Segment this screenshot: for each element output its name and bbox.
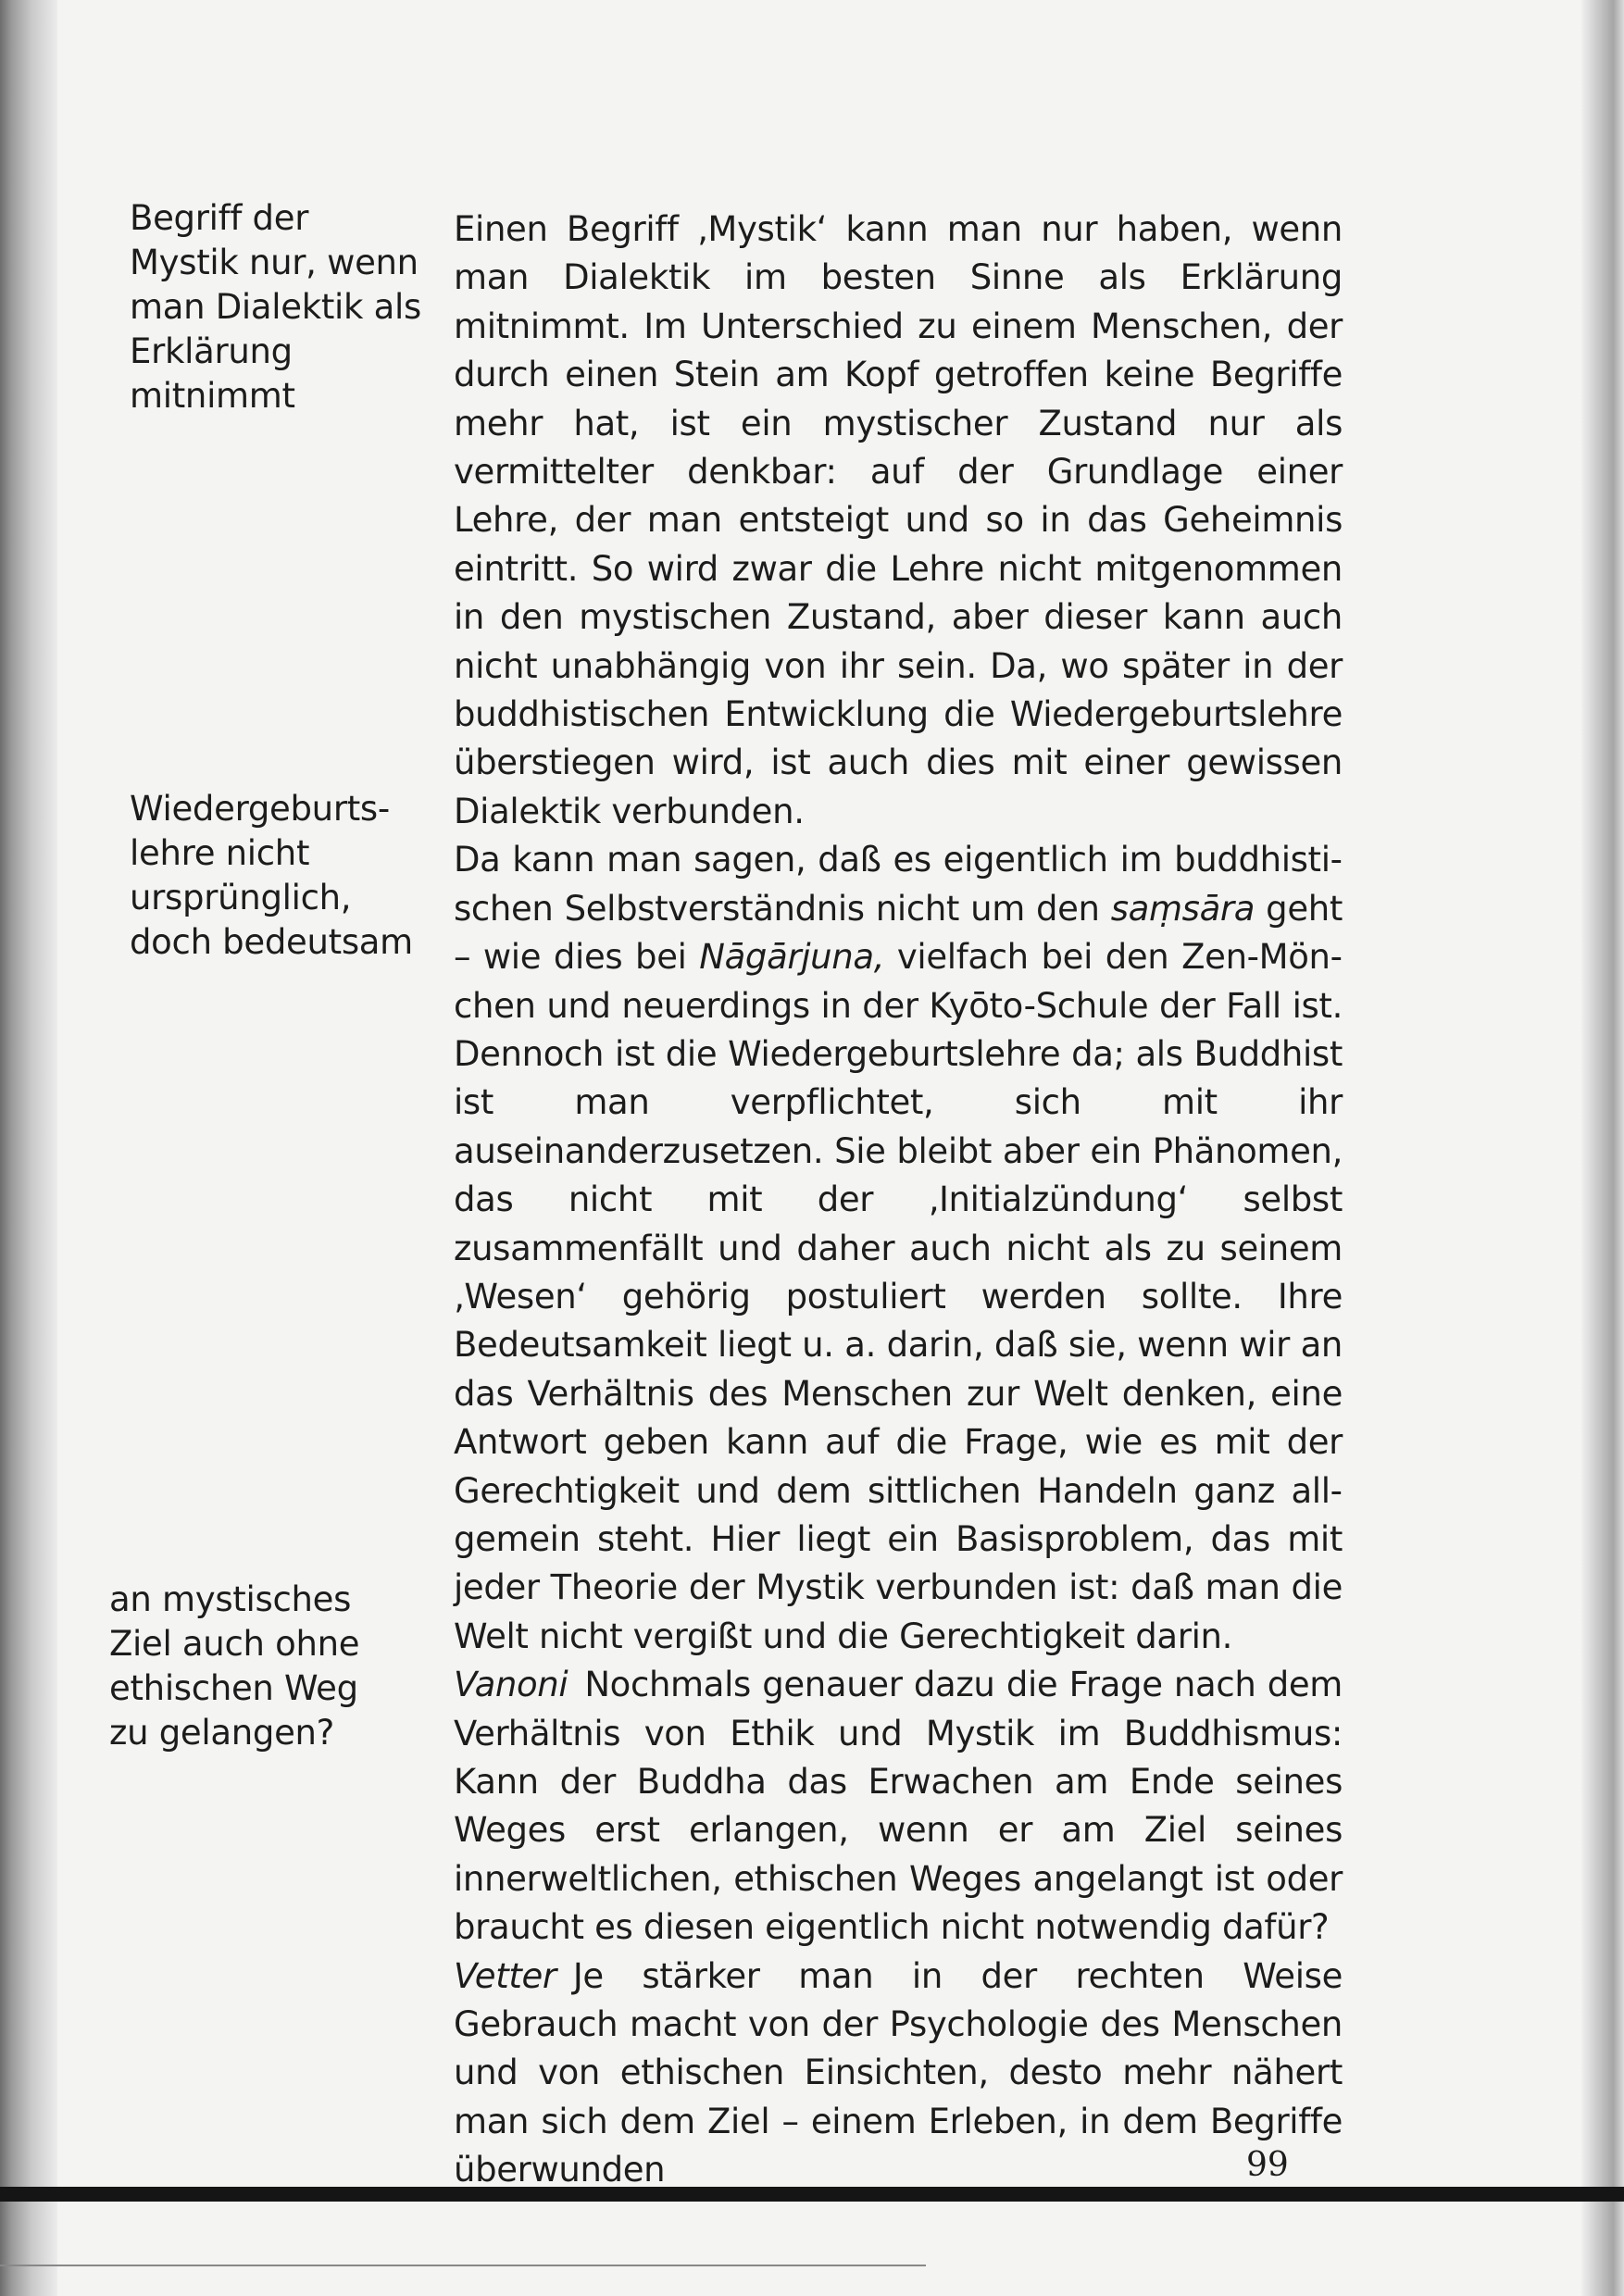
term-nagarjuna: Nāgārjuna, xyxy=(699,937,885,978)
page-binding-shadow xyxy=(0,0,57,2296)
speaker-vanoni: Vanoni xyxy=(454,1665,568,1705)
margin-note-mystik: Begriff der Mystik nur, wenn man Dialektik als Erklärung mitnimmt xyxy=(130,198,421,416)
paragraph-text: Je stärker man in der rechten Weise Gebrauch macht von der Psychologie des Menschen und von ethischen Einsichten, desto mehr nähert man sich dem Ziel – einem Erleben, in dem Begriffe überwunden xyxy=(454,1955,1343,2190)
paragraph-mystik-begriff: Einen Begriff ‚Mystik‘ kann man nur haben, wenn man Dialektik im besten Sinne als Erklärung mitnimmt. Im Unterschied zu einem Menschen, der durch einen Stein am Kopf getroffen keine Begriffe mehr hat, ist ein mystischer Zustand nur als vermittelter denkbar: auf der Grundlage einer Lehre, der man entsteigt und so in das Geheimnis eintritt. So wird zwar die Lehre nicht mitgenommen in den mystischen Zustand, aber dieser kann auch nicht unabhängig von ihr sein. Da, wo später in der buddhistischen Entwicklung die Wiedergeburtslehre überstiegen wird, ist auch dies mit einer gewissen Dialektik verbunden. xyxy=(454,209,1343,831)
scan-bottom-line xyxy=(0,2265,926,2266)
paragraph-vetter-answer xyxy=(454,1953,1343,2195)
paragraph-vanoni-question xyxy=(454,1661,1343,1952)
paragraph-text: Da kann man sagen, daß es eigentlich im buddhistischen Selbstverständnis nicht um den xyxy=(454,840,1343,929)
page-edge-shadow xyxy=(1581,0,1624,2296)
term-samsara: saṃsāra xyxy=(1110,888,1255,929)
speaker-vetter: Vetter xyxy=(454,1955,556,1996)
paragraph-text: Nochmals genauer dazu die Frage nach dem Verhältnis von Ethik und Mystik im Buddhismus: Kann der Buddha das Erwachen am Ende seines Weges erst erlangen, wenn er am Ziel seines innerweltlichen, ethischen Weges angelangt ist oder braucht es diesen eigentlich nicht notwendig dafür? xyxy=(454,1665,1343,1948)
paragraph-wiedergeburtslehre xyxy=(454,836,1343,1661)
margin-note-ethik: an mystisches Ziel auch ohne ethischen Weg zu gelangen? xyxy=(109,1579,360,1753)
paragraph-text: vielfach bei den Zen-Mönchen und neuerdings in der Kyōto-Schule der Fall ist. Dennoch ist die Wiedergeburtslehre da; als Buddhist ist man verpflichtet, sich mit ihr auseinanderzusetzen. Sie bleibt aber ein Phänomen, das nicht mit der ‚Initialzündung‘ selbst zusammenfällt und daher auch nicht als zu seinem ‚Wesen‘ gehörig postuliert werden sollte. Ihre Bedeutsamkeit liegt u. a. darin, daß sie, wenn wir an das Verhältnis des Menschen zur Welt denken, eine Antwort geben kann auf die Frage, wie es mit der Gerechtigkeit und dem sittlichen Handeln ganz allgemein steht. Hier liegt ein Basisproblem, das mit jeder Theorie der Mystik verbunden ist: daß man die Welt nicht vergißt und die Gerechtigkeit darin. xyxy=(454,937,1343,1656)
paragraph-text: geht – wie dies bei xyxy=(454,888,1343,978)
margin-note-wiedergeburt: Wiedergeburts- lehre nicht ursprünglich, doch bedeutsam xyxy=(130,789,413,962)
page-number: 99 xyxy=(1246,2146,1289,2184)
main-text-column xyxy=(454,206,1343,2195)
